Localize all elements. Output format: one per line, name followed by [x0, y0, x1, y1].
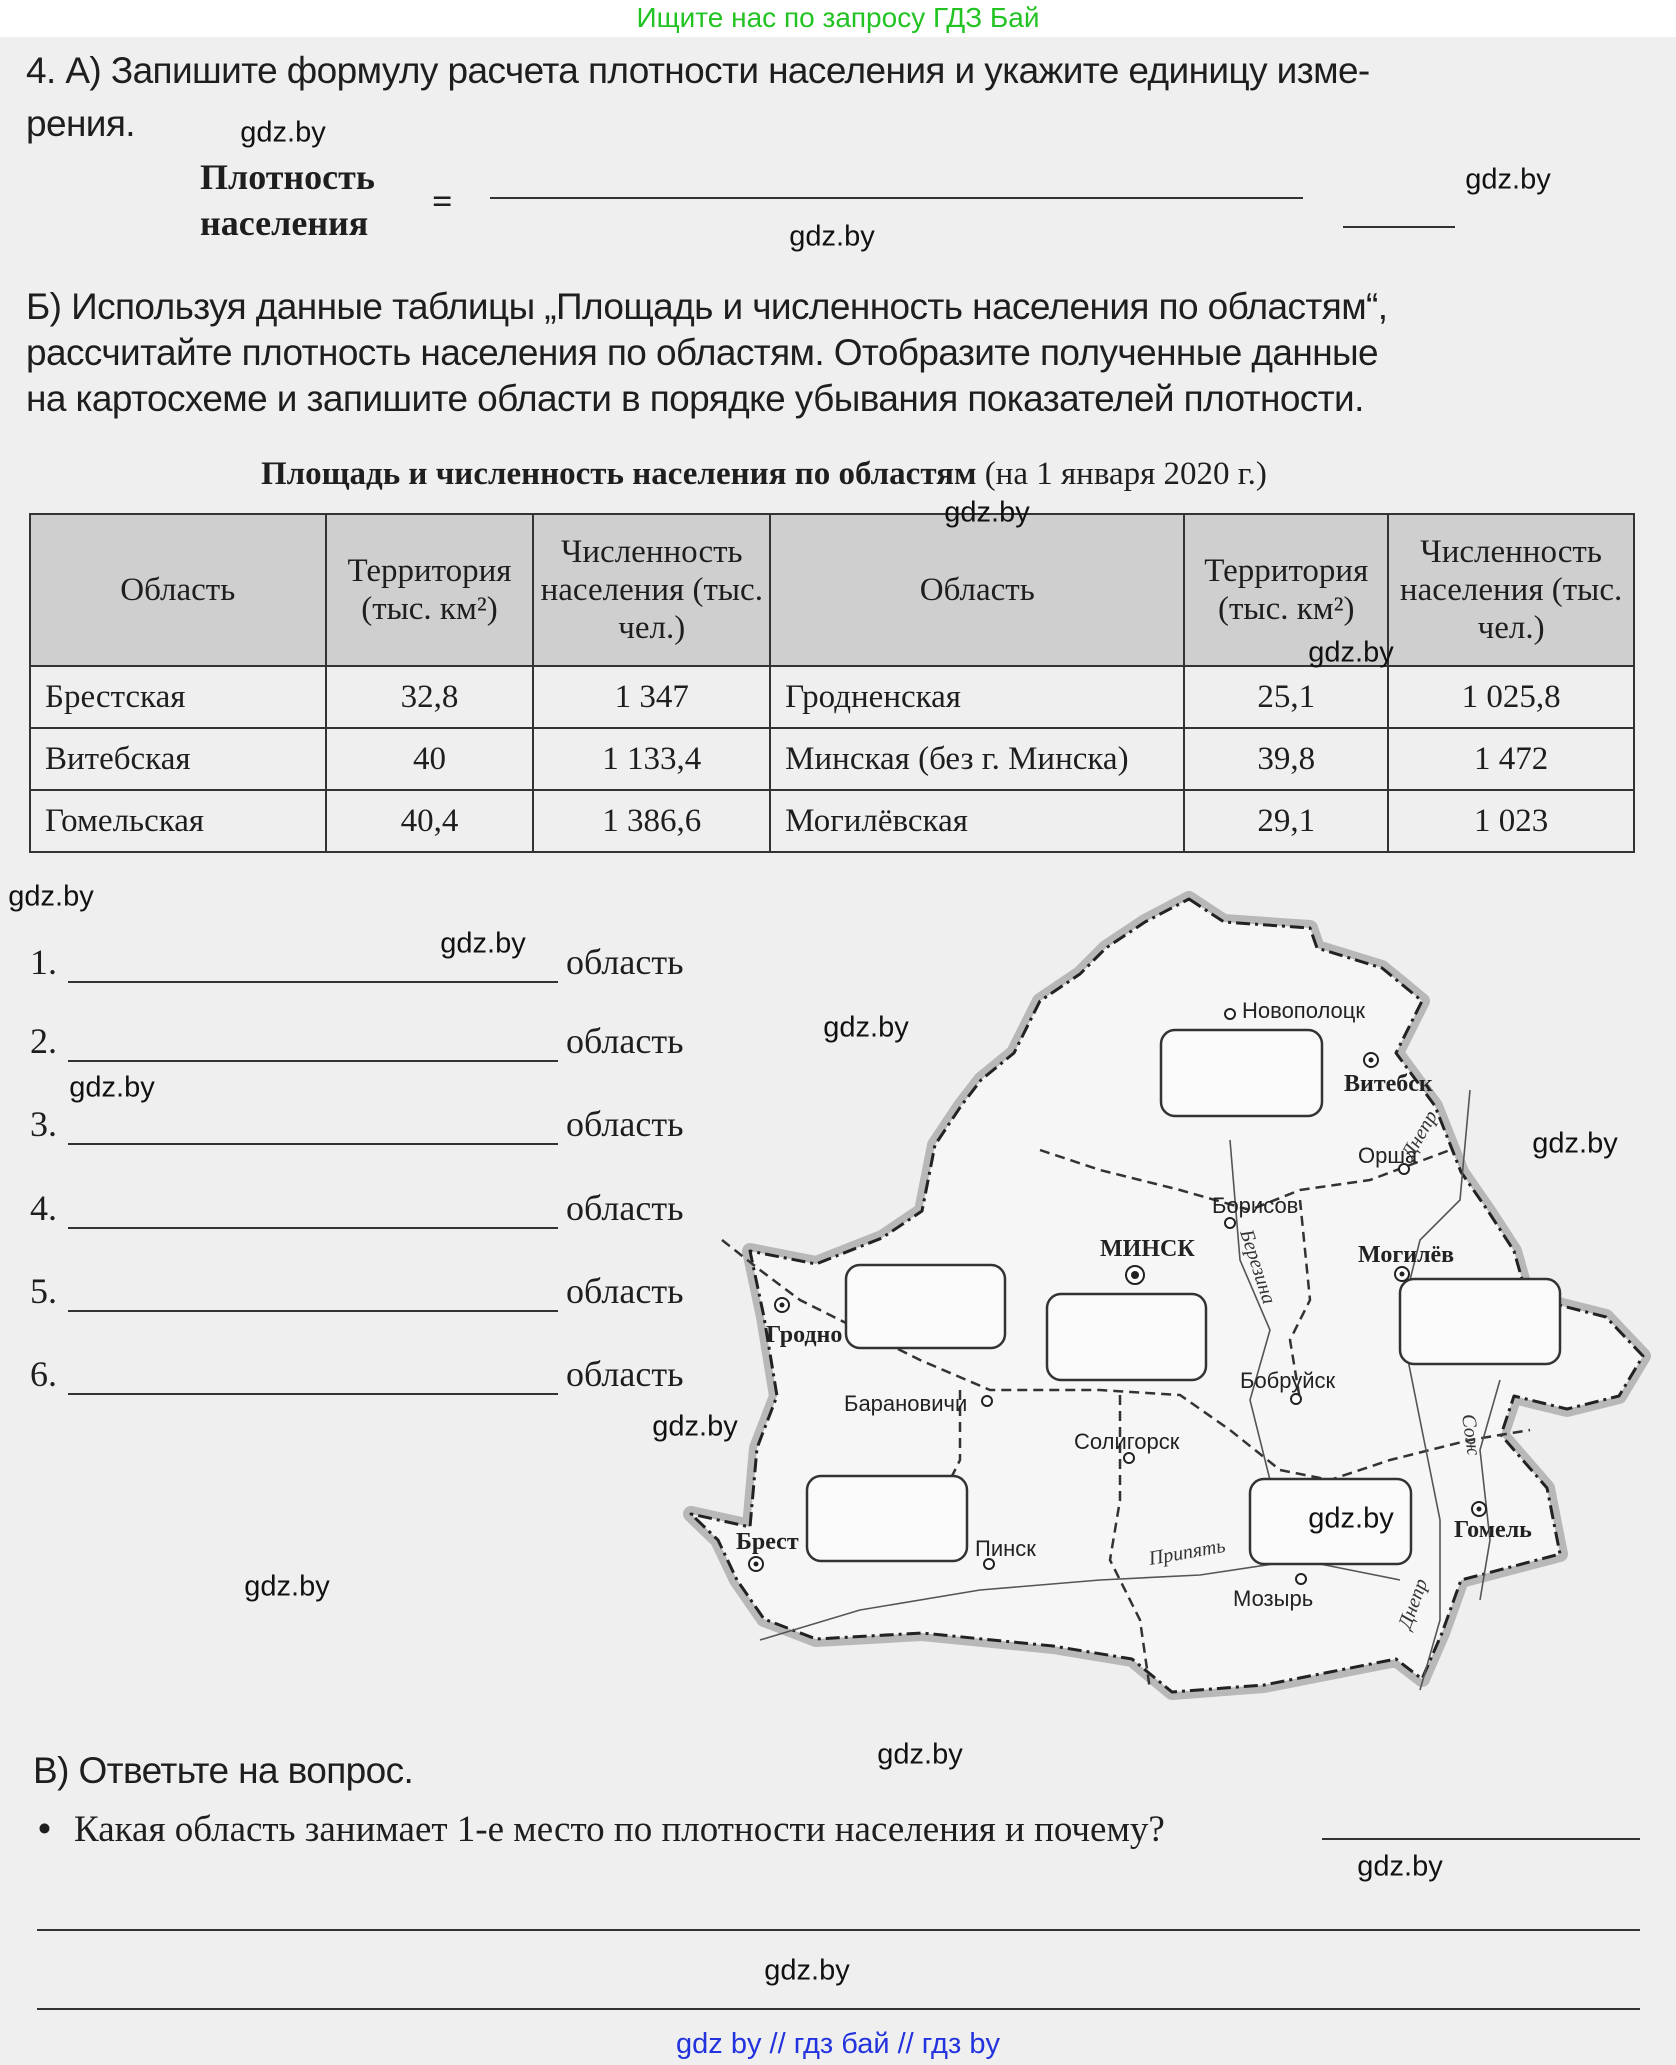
formula-left-1: Плотность [200, 157, 375, 197]
watermark: gdz.by [877, 1738, 963, 1771]
city-marker [1124, 1453, 1134, 1463]
city-marker-dot [1400, 1272, 1405, 1277]
area-cell: 40 [326, 728, 534, 790]
task-c-title: В) Ответьте на вопрос. [33, 1750, 414, 1791]
header-cell: Численность населения (тыс. чел.) [533, 514, 770, 666]
city-label: МИНСК [1100, 1236, 1195, 1262]
answer-suffix: область [566, 942, 684, 982]
region-cell: Брестская [30, 666, 326, 728]
answer-suffix: область [566, 1188, 684, 1228]
city-label: Гомель [1454, 1517, 1532, 1543]
city-label: Бобруйск [1240, 1368, 1336, 1393]
answer-suffix: область [566, 1021, 684, 1061]
question-text: Какая область занимает 1-е место по плотности населения и почему? [74, 1809, 1165, 1850]
region-cell: Гродненская [770, 666, 1184, 728]
watermark: gdz.by [1308, 636, 1394, 669]
region-cell: Гомельская [30, 790, 326, 852]
population-cell: 1 347 [533, 666, 770, 728]
city-label: Орша [1358, 1143, 1418, 1168]
watermark: gdz.by [764, 1954, 850, 1987]
river-label: Днепр [1394, 1575, 1433, 1632]
bullet: • [38, 1808, 51, 1849]
density-box-minsk[interactable] [1047, 1294, 1206, 1380]
city-marker-dot [780, 1303, 785, 1308]
river-label: Сож [1457, 1412, 1485, 1457]
header-cell: Территория (тыс. км²) [1184, 514, 1388, 666]
density-box-mogilev[interactable] [1400, 1279, 1560, 1364]
header-cell: Область [30, 514, 326, 666]
task-b-line1: Б) Используя данные таблицы „Площадь и численность населения по областям“, [26, 286, 1388, 327]
population-cell: 1 023 [1388, 790, 1634, 852]
watermark: gdz.by [240, 116, 326, 149]
answer-line[interactable] [37, 1929, 1640, 1931]
area-cell: 29,1 [1184, 790, 1388, 852]
city-marker-dot [1477, 1507, 1482, 1512]
table-title-date: (на 1 января 2020 г.) [976, 456, 1267, 492]
population-cell: 1 025,8 [1388, 666, 1634, 728]
watermark: gdz.by [944, 496, 1030, 529]
city-marker-dot [1131, 1271, 1139, 1279]
city-label: Новополоцк [1242, 998, 1366, 1023]
city-label: Барановичи [844, 1391, 968, 1416]
answer-number: 1. [30, 942, 57, 982]
answer-line[interactable] [37, 2008, 1640, 2010]
river-label: Днепр [1397, 1106, 1443, 1163]
city-label: Мозырь [1233, 1586, 1314, 1611]
answer-number: 4. [30, 1188, 57, 1228]
area-cell: 32,8 [326, 666, 534, 728]
city-label: Могилёв [1358, 1242, 1455, 1268]
task-a-line1: 4. А) Запишите формулу расчета плотности населения и укажите единицу изме- [26, 50, 1370, 91]
answer-suffix: область [566, 1271, 684, 1311]
area-cell: 39,8 [1184, 728, 1388, 790]
city-marker-dot [754, 1562, 759, 1567]
formula-equals: = [432, 181, 453, 221]
watermark: gdz.by [1357, 1850, 1443, 1883]
population-cell: 1 472 [1388, 728, 1634, 790]
answer-suffix: область [566, 1104, 684, 1144]
answer-number: 6. [30, 1354, 57, 1394]
population-cell: 1 133,4 [533, 728, 770, 790]
table-title-bold: Площадь и численность населения по областям [261, 456, 977, 492]
watermark: gdz.by [789, 220, 875, 253]
city-marker [1225, 1218, 1235, 1228]
watermark: gdz.by [1308, 1502, 1394, 1535]
city-label: Витебск [1344, 1071, 1433, 1097]
answer-number: 5. [30, 1271, 57, 1311]
region-cell: Витебская [30, 728, 326, 790]
city-marker [1225, 1009, 1235, 1019]
river-label: Березина [1235, 1226, 1280, 1307]
area-cell: 25,1 [1184, 666, 1388, 728]
watermark: gdz.by [823, 1011, 909, 1044]
city-marker [1296, 1574, 1306, 1584]
city-label: Борисов [1212, 1193, 1299, 1218]
city-label: Пинск [975, 1536, 1036, 1561]
city-marker-dot [1369, 1058, 1374, 1063]
answer-number: 2. [30, 1021, 57, 1061]
region-cell: Могилёвская [770, 790, 1184, 852]
density-box-brest[interactable] [807, 1476, 967, 1561]
header-cell: Численность населения (тыс. чел.) [1388, 514, 1634, 666]
watermark: gdz.by [8, 880, 94, 913]
population-cell: 1 386,6 [533, 790, 770, 852]
formula-left-2: населения [200, 203, 369, 243]
watermark: gdz.by [1532, 1127, 1618, 1160]
answer-number: 3. [30, 1104, 57, 1144]
header-cell: Область [770, 514, 1184, 666]
city-label: Солигорск [1074, 1429, 1180, 1454]
watermark: gdz.by [1465, 163, 1551, 196]
city-label: Брест [736, 1529, 799, 1555]
city-label: Гродно [766, 1322, 843, 1348]
footer: gdz by // гдз бай // гдз by [676, 2028, 1000, 2060]
watermark: gdz.by [69, 1071, 155, 1104]
banner-text: Ищите нас по запросу ГДЗ Бай [636, 2, 1040, 33]
task-b-line3: на картосхеме и запишите области в порядке убывания показателей плотности. [26, 378, 1364, 419]
watermark: gdz.by [652, 1410, 738, 1443]
answer-line[interactable] [1322, 1838, 1640, 1840]
task-a-line2: рения. [26, 103, 135, 144]
answer-suffix: область [566, 1354, 684, 1394]
density-box-grodno[interactable] [846, 1265, 1005, 1348]
area-cell: 40,4 [326, 790, 534, 852]
region-cell: Минская (без г. Минска) [770, 728, 1184, 790]
task-b-line2: рассчитайте плотность населения по областям. Отобразите полученные данные [26, 332, 1379, 373]
watermark: gdz.by [440, 927, 526, 960]
river-label: Припять [1147, 1534, 1227, 1570]
watermark: gdz.by [244, 1570, 330, 1603]
city-marker [1291, 1394, 1301, 1404]
density-box-vitebsk[interactable] [1161, 1030, 1322, 1116]
city-marker [982, 1396, 992, 1406]
header-cell: Территория (тыс. км²) [326, 514, 534, 666]
